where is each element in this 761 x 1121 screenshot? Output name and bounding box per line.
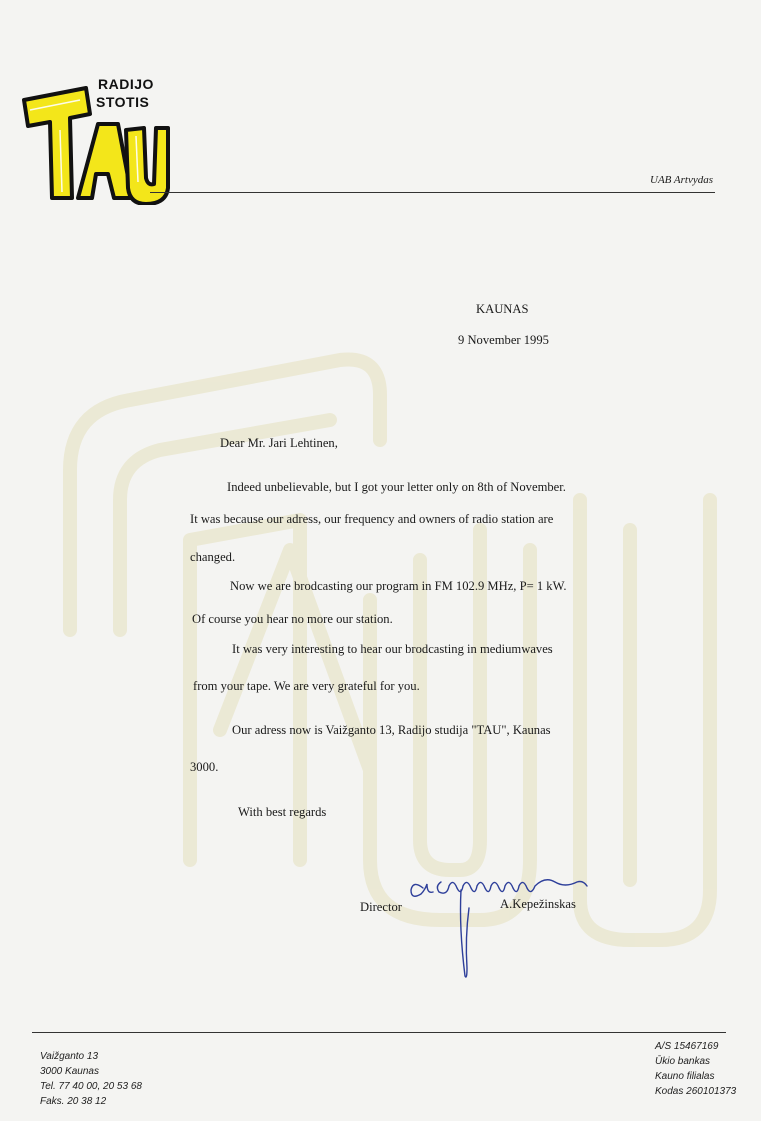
body-line: 3000.: [190, 760, 219, 774]
footer-left-line: Vaižganto 13: [40, 1051, 99, 1062]
logo-text-radijo: RADIJO: [98, 76, 154, 92]
body-line: Of course you hear no more our station.: [192, 612, 393, 626]
header-divider: [150, 192, 715, 193]
radio-logo: [20, 70, 170, 205]
signer-name: A.Kepežinskas: [500, 897, 576, 911]
footer-right-line: Kodas 260101373: [655, 1086, 737, 1097]
closing: With best regards: [238, 805, 327, 819]
footer-left-line: 3000 Kaunas: [40, 1066, 99, 1077]
body-line: It was very interesting to hear our brodcasting in mediumwaves: [232, 642, 553, 656]
body-line: from your tape. We are very grateful for you.: [193, 679, 420, 693]
logo-text-stotis: STOTIS: [96, 94, 150, 110]
body-line: Indeed unbelievable, but I got your letter only on 8th of November.: [227, 480, 566, 494]
footer-right-line: Ūkio bankas: [655, 1056, 711, 1067]
footer-divider: [32, 1032, 726, 1033]
body-line: Now we are brodcasting our program in FM 102.9 MHz, P= 1 kW.: [230, 579, 567, 593]
city: KAUNAS: [476, 302, 529, 316]
body-line: It was because our adress, our frequency and owners of radio station are: [190, 512, 554, 526]
company-name: UAB Artvydas: [650, 174, 714, 186]
footer-right-line: Kauno filialas: [655, 1071, 715, 1082]
salutation: Dear Mr. Jari Lehtinen,: [220, 436, 338, 450]
footer-left-line: Tel. 77 40 00, 20 53 68: [40, 1081, 142, 1092]
footer-bank: [655, 1039, 736, 1099]
tau-watermark-icon: [40, 300, 740, 960]
footer-right-line: A/S 15467169: [655, 1041, 719, 1052]
body-line: changed.: [190, 550, 236, 564]
letter-date: 9 November 1995: [458, 333, 549, 347]
signer-title: Director: [360, 900, 402, 914]
footer-left-line: Faks. 20 38 12: [40, 1096, 107, 1107]
signature: [405, 868, 595, 983]
body-line: Our adress now is Vaižganto 13, Radijo studija "TAU", Kaunas: [232, 723, 551, 737]
footer-address: [40, 1049, 142, 1109]
